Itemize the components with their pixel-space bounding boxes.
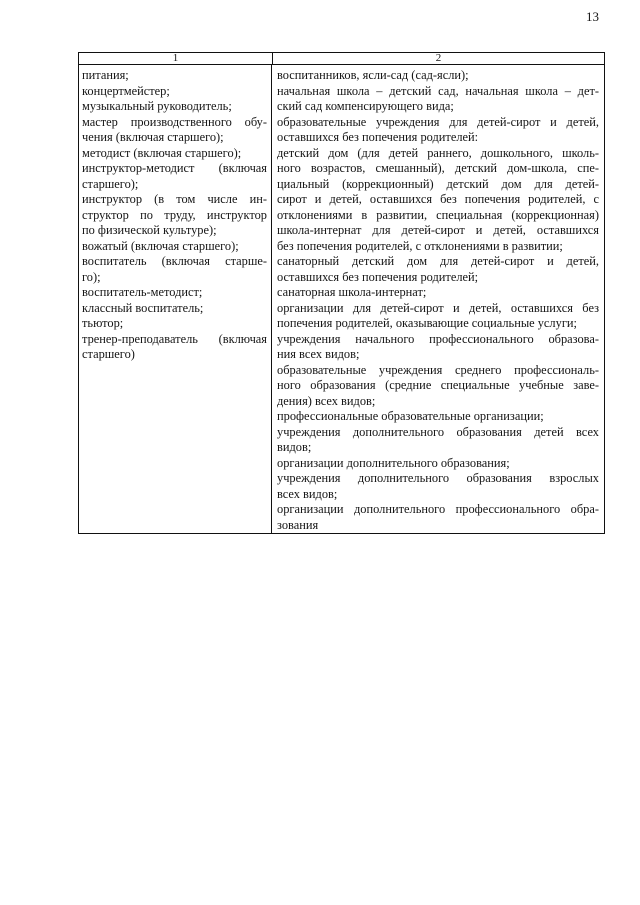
table-body-row bbox=[79, 65, 604, 534]
right-text-line: учреждения начального профессионального образова- bbox=[277, 331, 599, 346]
right-text-line: зования bbox=[277, 517, 319, 532]
left-text-line: воспитатель-методист; bbox=[82, 285, 203, 299]
left-text-line: методист (включая старшего); bbox=[82, 145, 242, 160]
right-text-line: учреждения дополнительного образования взрослых bbox=[277, 471, 599, 485]
right-text-line: ский сад компенсирующего вида; bbox=[277, 99, 454, 113]
column-header-1: 1 bbox=[79, 53, 273, 64]
right-text-line: начальная школа – детский сад, начальная школа – дет- bbox=[277, 83, 599, 98]
left-text-line: инструктор (в том числе ин- bbox=[82, 192, 267, 206]
left-text-line: инструктор-методист (включая bbox=[82, 161, 267, 175]
right-text-line: организации для детей-сирот и детей, оставшихся без bbox=[277, 300, 599, 315]
right-text-line: попечения родителей, оказывающие социальные услуги; bbox=[277, 316, 577, 330]
left-text-line: воспитатель (включая старше- bbox=[82, 254, 267, 268]
left-text-line: по физической культуре); bbox=[82, 223, 217, 237]
right-text-line: видов; bbox=[277, 440, 312, 454]
left-text-line: музыкальный руководитель; bbox=[82, 99, 232, 113]
right-text-line: школа-интернат для детей-сирот и детей, оставшихся bbox=[277, 223, 599, 237]
right-text-line: всех видов; bbox=[277, 486, 338, 501]
left-text-line: тьютор; bbox=[82, 316, 124, 330]
right-text-line: детский дом (для детей раннего, дошкольного, школь- bbox=[277, 145, 599, 160]
right-text-line: профессиональные образовательные организации; bbox=[277, 409, 544, 423]
institutions-column bbox=[272, 65, 604, 534]
left-text-line: классный воспитатель; bbox=[82, 300, 204, 315]
right-text-line: без попечения родителей, с отклонениями в развитии; bbox=[277, 238, 563, 253]
table-header-row bbox=[79, 53, 604, 65]
left-text-line: старшего); bbox=[82, 176, 139, 191]
left-text-line: го); bbox=[82, 269, 101, 284]
right-text-line: циальный (коррекционный) детский дом для детей- bbox=[277, 176, 599, 191]
left-text-line: вожатый (включая старшего); bbox=[82, 238, 239, 253]
right-text-line: санаторная школа-интернат; bbox=[277, 285, 427, 299]
left-text-line: мастер производственного обу- bbox=[82, 114, 267, 129]
left-text-line: структор по труду, инструктор bbox=[82, 207, 267, 222]
left-text-line: концертмейстер; bbox=[82, 83, 170, 98]
right-text-line: оставшихся без попечения родителей: bbox=[277, 130, 479, 144]
right-text-line: организации дополнительного профессионального обра- bbox=[277, 502, 599, 516]
right-text-line: оставшихся без попечения родителей; bbox=[277, 269, 479, 284]
page-number: 13 bbox=[586, 9, 599, 24]
right-text-line: организации дополнительного образования; bbox=[277, 455, 510, 470]
right-text-line: воспитанников, ясли-сад (сад-ясли); bbox=[277, 68, 469, 82]
left-text-line: старшего) bbox=[82, 347, 135, 361]
left-text-line: тренер-преподаватель (включая bbox=[82, 331, 267, 346]
column-header-2: 2 bbox=[435, 52, 442, 64]
left-text-line: чения (включая старшего); bbox=[82, 130, 224, 144]
positions-column bbox=[79, 65, 272, 534]
right-text-line: учреждения дополнительного образования детей всех bbox=[277, 424, 599, 439]
right-text-line: образовательные учреждения для детей-сирот и детей, bbox=[277, 114, 599, 129]
right-text-line: сирот и детей, оставшихся без попечения родителей, с bbox=[277, 192, 599, 206]
right-text-line: ного возрастов, смешанный), детский дом-школа, спе- bbox=[277, 161, 599, 175]
right-text-line: ного образования (средние специальные учебные заве- bbox=[277, 378, 599, 392]
right-text-line: отклонениями в развитии, специальная (коррекционная) bbox=[277, 207, 599, 222]
right-text-line: санаторный детский дом для детей-сирот и детей, bbox=[277, 254, 599, 268]
right-text-line: образовательные учреждения среднего профессиональ- bbox=[277, 362, 599, 377]
positions-table bbox=[78, 52, 605, 534]
right-text-line: ния всех видов; bbox=[277, 347, 360, 361]
right-text-line: дения) всех видов; bbox=[277, 393, 376, 408]
left-text-line: питания; bbox=[82, 68, 129, 82]
